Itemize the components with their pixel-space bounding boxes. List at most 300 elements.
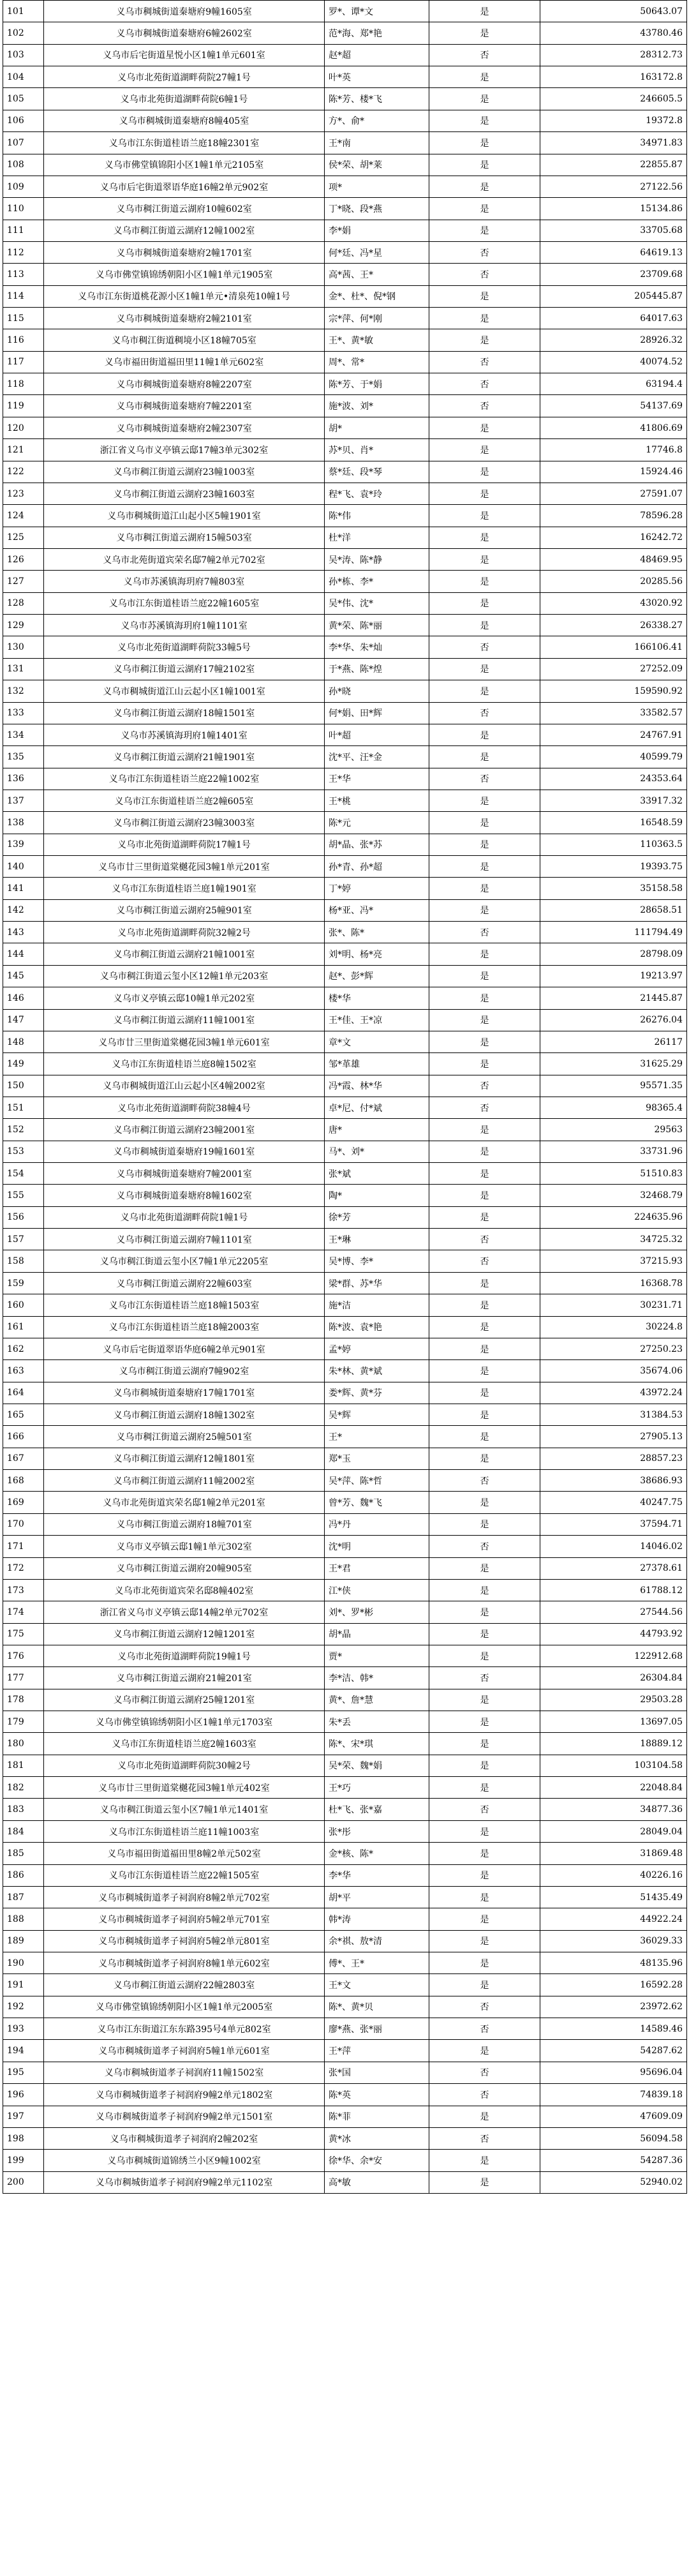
record-flag: 否 xyxy=(429,351,540,373)
record-address: 义乌市福田街道福田里8幢2单元502室 xyxy=(44,1843,325,1864)
record-amount: 16242.72 xyxy=(540,527,687,548)
record-amount: 27544.56 xyxy=(540,1601,687,1623)
record-number: 177 xyxy=(3,1667,44,1689)
record-amount: 21445.87 xyxy=(540,987,687,1009)
record-address: 义乌市北苑街道宾荣名邸7幢2单元702室 xyxy=(44,548,325,570)
table-row xyxy=(3,834,687,855)
table-row xyxy=(3,2062,687,2083)
table-row xyxy=(3,615,687,636)
record-flag: 是 xyxy=(429,856,540,878)
record-flag: 是 xyxy=(429,1031,540,1052)
record-amount: 16592.28 xyxy=(540,1974,687,1996)
record-flag: 是 xyxy=(429,1930,540,1952)
record-amount: 122912.68 xyxy=(540,1645,687,1666)
record-number: 178 xyxy=(3,1689,44,1711)
table-row xyxy=(3,2127,687,2149)
record-flag: 是 xyxy=(429,790,540,811)
record-owner-name: 邹*革雄 xyxy=(325,1053,429,1075)
records-table xyxy=(3,0,687,2194)
record-amount: 43972.24 xyxy=(540,1382,687,1404)
table-row xyxy=(3,1843,687,1864)
record-owner-name: 冯*霞、林*华 xyxy=(325,1075,429,1097)
record-owner-name: 孟*婷 xyxy=(325,1338,429,1359)
record-number: 103 xyxy=(3,44,44,66)
record-address: 义乌市稠江街道云湖府23幢1003室 xyxy=(44,461,325,483)
record-flag: 是 xyxy=(429,176,540,197)
record-owner-name: 胡*晶、张*苏 xyxy=(325,834,429,855)
table-row xyxy=(3,1755,687,1776)
record-amount: 54137.69 xyxy=(540,395,687,417)
record-number: 176 xyxy=(3,1645,44,1666)
record-flag: 否 xyxy=(429,922,540,943)
record-amount: 40226.16 xyxy=(540,1864,687,1886)
record-number: 101 xyxy=(3,1,44,22)
record-amount: 64619.13 xyxy=(540,241,687,263)
record-owner-name: 章*文 xyxy=(325,1031,429,1052)
record-address: 义乌市苏溪镇海玥府7幢803室 xyxy=(44,571,325,592)
record-flag: 是 xyxy=(429,1952,540,1973)
record-number: 120 xyxy=(3,417,44,438)
record-flag: 是 xyxy=(429,658,540,680)
records-table-body xyxy=(3,1,687,2194)
record-number: 108 xyxy=(3,154,44,176)
record-owner-name: 于*燕、陈*煌 xyxy=(325,658,429,680)
table-row xyxy=(3,22,687,44)
record-flag: 否 xyxy=(429,1996,540,2018)
table-row xyxy=(3,1492,687,1513)
record-flag: 是 xyxy=(429,1382,540,1404)
record-address: 义乌市江东街道桂语兰庭18幢2003室 xyxy=(44,1316,325,1338)
record-owner-name: 杜*洋 xyxy=(325,527,429,548)
table-row xyxy=(3,483,687,504)
record-flag: 是 xyxy=(429,505,540,527)
record-address: 义乌市稠江街道云湖府23幢3003室 xyxy=(44,812,325,834)
record-address: 义乌市北苑街道湖畔荷院32幢2号 xyxy=(44,922,325,943)
table-row xyxy=(3,2040,687,2062)
record-address: 义乌市稠城街道江山云起小区4幢2002室 xyxy=(44,1075,325,1097)
record-flag: 否 xyxy=(429,768,540,790)
record-address: 义乌市稠城街道孝子祠润府2幢202室 xyxy=(44,2127,325,2149)
record-flag: 否 xyxy=(429,241,540,263)
record-owner-name: 黄*冰 xyxy=(325,2127,429,2149)
record-owner-name: 王*巧 xyxy=(325,1777,429,1799)
record-address: 义乌市江东街道桂语兰庭22幢1002室 xyxy=(44,768,325,790)
table-row xyxy=(3,1360,687,1382)
record-owner-name: 杨*亚、冯* xyxy=(325,899,429,921)
table-row xyxy=(3,702,687,724)
table-row xyxy=(3,768,687,790)
record-number: 156 xyxy=(3,1206,44,1228)
record-number: 171 xyxy=(3,1536,44,1557)
record-address: 义乌市稠城街道孝子祠润府8幢1单元602室 xyxy=(44,1952,325,1973)
record-flag: 否 xyxy=(429,1229,540,1250)
record-address: 义乌市稠城街道秦塘府2幢1701室 xyxy=(44,241,325,263)
record-number: 172 xyxy=(3,1557,44,1579)
record-flag: 是 xyxy=(429,746,540,768)
record-owner-name: 张*、陈* xyxy=(325,922,429,943)
table-row xyxy=(3,1777,687,1799)
record-flag: 是 xyxy=(429,724,540,745)
table-row xyxy=(3,1536,687,1557)
record-owner-name: 杜*飞、张*嘉 xyxy=(325,1799,429,1820)
record-flag: 是 xyxy=(429,1316,540,1338)
table-row xyxy=(3,1645,687,1666)
record-number: 106 xyxy=(3,110,44,131)
record-address: 义乌市稠城街道孝子祠润府9幢2单元1501室 xyxy=(44,2106,325,2127)
record-amount: 27252.09 xyxy=(540,658,687,680)
record-amount: 166106.41 xyxy=(540,636,687,658)
record-address: 义乌市江东街道桂语兰庭11幢1003室 xyxy=(44,1820,325,1842)
record-number: 117 xyxy=(3,351,44,373)
record-number: 199 xyxy=(3,2150,44,2171)
record-amount: 43020.92 xyxy=(540,592,687,614)
record-flag: 是 xyxy=(429,220,540,241)
table-row xyxy=(3,329,687,351)
table-row xyxy=(3,1799,687,1820)
record-flag: 是 xyxy=(429,1843,540,1864)
record-address: 浙江省义乌市义亭镇云邸14幢2单元702室 xyxy=(44,1601,325,1623)
record-owner-name: 张*斌 xyxy=(325,1163,429,1185)
record-number: 102 xyxy=(3,22,44,44)
record-address: 义乌市北苑街道湖畔荷院38幢4号 xyxy=(44,1097,325,1118)
record-address: 义乌市廿三里街道棠樾花园3幢1单元402室 xyxy=(44,1777,325,1799)
record-number: 142 xyxy=(3,899,44,921)
record-amount: 22855.87 xyxy=(540,154,687,176)
record-owner-name: 方*、俞* xyxy=(325,110,429,131)
record-owner-name: 陈*伟 xyxy=(325,505,429,527)
record-amount: 224635.96 xyxy=(540,1206,687,1228)
record-number: 110 xyxy=(3,198,44,220)
table-row xyxy=(3,44,687,66)
record-amount: 40247.75 xyxy=(540,1492,687,1513)
record-address: 义乌市稠江街道云湖府11幢2002室 xyxy=(44,1470,325,1492)
record-amount: 41806.69 xyxy=(540,417,687,438)
record-owner-name: 吴*博、李* xyxy=(325,1250,429,1272)
record-number: 159 xyxy=(3,1272,44,1294)
record-address: 义乌市江东街道桂语兰庭2幢1603室 xyxy=(44,1733,325,1755)
record-number: 158 xyxy=(3,1250,44,1272)
record-owner-name: 江*侠 xyxy=(325,1579,429,1601)
record-flag: 是 xyxy=(429,615,540,636)
record-address: 义乌市稠江街道云湖府12幢1002室 xyxy=(44,220,325,241)
record-number: 169 xyxy=(3,1492,44,1513)
record-address: 义乌市稠城街道孝子祠润府5幢2单元801室 xyxy=(44,1930,325,1952)
record-address: 义乌市稠江街道云湖府7幢902室 xyxy=(44,1360,325,1382)
record-address: 义乌市稠江街道云湖府18幢1501室 xyxy=(44,702,325,724)
record-number: 154 xyxy=(3,1163,44,1185)
record-flag: 是 xyxy=(429,1623,540,1645)
record-amount: 34725.32 xyxy=(540,1229,687,1250)
record-owner-name: 王*桃 xyxy=(325,790,429,811)
record-owner-name: 韩*涛 xyxy=(325,1908,429,1930)
record-amount: 31869.48 xyxy=(540,1843,687,1864)
record-address: 义乌市稠江街道云玺小区7幢1单元2205室 xyxy=(44,1250,325,1272)
record-number: 166 xyxy=(3,1426,44,1448)
record-address: 义乌市佛堂镇锦阳小区1幢1单元2105室 xyxy=(44,154,325,176)
record-number: 111 xyxy=(3,220,44,241)
record-address: 义乌市后宅街道翠语华庭6幢2单元901室 xyxy=(44,1338,325,1359)
record-number: 162 xyxy=(3,1338,44,1359)
record-flag: 否 xyxy=(429,1667,540,1689)
record-address: 义乌市北苑街道湖畔荷院19幢1号 xyxy=(44,1645,325,1666)
record-flag: 否 xyxy=(429,1470,540,1492)
record-owner-name: 施*波、刘* xyxy=(325,395,429,417)
table-row xyxy=(3,308,687,329)
record-address: 义乌市稠城街道秦塘府2幢2307室 xyxy=(44,417,325,438)
record-flag: 否 xyxy=(429,1799,540,1820)
record-address: 义乌市稠江街道云湖府23幢1603室 xyxy=(44,483,325,504)
table-row xyxy=(3,1141,687,1162)
table-row xyxy=(3,1601,687,1623)
record-owner-name: 王*佳、王*凉 xyxy=(325,1009,429,1031)
table-row xyxy=(3,2106,687,2127)
record-owner-name: 叶*超 xyxy=(325,724,429,745)
table-row xyxy=(3,724,687,745)
record-number: 151 xyxy=(3,1097,44,1118)
record-number: 153 xyxy=(3,1141,44,1162)
record-owner-name: 梁*群、苏*华 xyxy=(325,1272,429,1294)
record-owner-name: 刘*明、杨*亮 xyxy=(325,943,429,965)
record-flag: 是 xyxy=(429,1733,540,1755)
table-row xyxy=(3,176,687,197)
record-address: 义乌市稠城街道秦塘府2幢2101室 xyxy=(44,308,325,329)
record-address: 义乌市义亭镇云邸1幢1单元302室 xyxy=(44,1536,325,1557)
table-row xyxy=(3,1316,687,1338)
record-number: 143 xyxy=(3,922,44,943)
table-row xyxy=(3,878,687,899)
record-flag: 是 xyxy=(429,548,540,570)
record-flag: 是 xyxy=(429,1974,540,1996)
record-number: 109 xyxy=(3,176,44,197)
record-owner-name: 娄*辉、黄*芬 xyxy=(325,1382,429,1404)
table-row xyxy=(3,220,687,241)
record-address: 义乌市稠城街道孝子祠润府5幢2单元701室 xyxy=(44,1908,325,1930)
record-flag: 是 xyxy=(429,461,540,483)
record-amount: 26117 xyxy=(540,1031,687,1052)
record-amount: 27378.61 xyxy=(540,1557,687,1579)
table-row xyxy=(3,1733,687,1755)
record-number: 187 xyxy=(3,1886,44,1908)
record-amount: 64017.63 xyxy=(540,308,687,329)
record-owner-name: 高*敏 xyxy=(325,2171,429,2193)
record-amount: 33731.96 xyxy=(540,1141,687,1162)
record-address: 义乌市稠江街道云湖府7幢1101室 xyxy=(44,1229,325,1250)
record-number: 125 xyxy=(3,527,44,548)
record-amount: 40074.52 xyxy=(540,351,687,373)
record-flag: 是 xyxy=(429,680,540,702)
record-address: 义乌市稠江街道云湖府17幢2102室 xyxy=(44,658,325,680)
record-flag: 否 xyxy=(429,264,540,285)
record-number: 198 xyxy=(3,2127,44,2149)
record-address: 义乌市稠江街道云湖府20幢905室 xyxy=(44,1557,325,1579)
record-flag: 是 xyxy=(429,899,540,921)
record-address: 义乌市北苑街道宾荣名邸1幢2单元201室 xyxy=(44,1492,325,1513)
record-amount: 27122.56 xyxy=(540,176,687,197)
record-owner-name: 沈*平、汪*金 xyxy=(325,746,429,768)
record-owner-name: 王* xyxy=(325,1426,429,1448)
record-flag: 否 xyxy=(429,702,540,724)
record-number: 195 xyxy=(3,2062,44,2083)
record-amount: 44922.24 xyxy=(540,1908,687,1930)
record-flag: 是 xyxy=(429,1689,540,1711)
record-number: 164 xyxy=(3,1382,44,1404)
record-owner-name: 唐* xyxy=(325,1119,429,1141)
record-address: 义乌市廿三里街道棠樾花园3幢1单元601室 xyxy=(44,1031,325,1052)
record-owner-name: 陈*芳、楼*飞 xyxy=(325,88,429,110)
record-address: 义乌市佛堂镇锦绣朝阳小区1幢1单元2005室 xyxy=(44,1996,325,2018)
record-owner-name: 侯*荣、胡*莱 xyxy=(325,154,429,176)
record-number: 137 xyxy=(3,790,44,811)
table-row xyxy=(3,1294,687,1316)
record-number: 197 xyxy=(3,2106,44,2127)
record-number: 161 xyxy=(3,1316,44,1338)
record-amount: 246605.5 xyxy=(540,88,687,110)
record-amount: 98365.4 xyxy=(540,1097,687,1118)
record-amount: 23972.62 xyxy=(540,1996,687,2018)
record-address: 义乌市稠城街道秦塘府17幢1701室 xyxy=(44,1382,325,1404)
record-owner-name: 李*洁、韩* xyxy=(325,1667,429,1689)
record-owner-name: 施*洁 xyxy=(325,1294,429,1316)
table-row xyxy=(3,1579,687,1601)
record-address: 义乌市江东街道桂语兰庭8幢1502室 xyxy=(44,1053,325,1075)
record-number: 141 xyxy=(3,878,44,899)
table-row xyxy=(3,1667,687,1689)
record-number: 192 xyxy=(3,1996,44,2018)
record-amount: 29503.28 xyxy=(540,1689,687,1711)
record-flag: 否 xyxy=(429,373,540,395)
table-row xyxy=(3,1229,687,1250)
record-number: 124 xyxy=(3,505,44,527)
record-number: 148 xyxy=(3,1031,44,1052)
record-number: 123 xyxy=(3,483,44,504)
record-amount: 15134.86 xyxy=(540,198,687,220)
record-address: 义乌市稠江街道云湖府10幢602室 xyxy=(44,198,325,220)
table-row xyxy=(3,373,687,395)
record-amount: 33917.32 xyxy=(540,790,687,811)
record-flag: 是 xyxy=(429,1908,540,1930)
record-flag: 是 xyxy=(429,1338,540,1359)
record-owner-name: 胡* xyxy=(325,417,429,438)
table-row xyxy=(3,505,687,527)
table-row xyxy=(3,1996,687,2018)
record-address: 义乌市稠城街道秦塘府7幢2201室 xyxy=(44,395,325,417)
table-row xyxy=(3,285,687,307)
record-number: 104 xyxy=(3,66,44,88)
record-amount: 111794.49 xyxy=(540,922,687,943)
table-row xyxy=(3,395,687,417)
record-amount: 30224.8 xyxy=(540,1316,687,1338)
record-address: 义乌市稠江街道云湖府21幢1001室 xyxy=(44,943,325,965)
table-row xyxy=(3,746,687,768)
record-flag: 是 xyxy=(429,285,540,307)
record-amount: 37594.71 xyxy=(540,1513,687,1535)
record-amount: 28658.51 xyxy=(540,899,687,921)
record-owner-name: 陈*、宋*琪 xyxy=(325,1733,429,1755)
record-flag: 是 xyxy=(429,110,540,131)
record-number: 165 xyxy=(3,1404,44,1426)
record-address: 义乌市稠城街道孝子祠润府8幢2单元702室 xyxy=(44,1886,325,1908)
record-address: 义乌市稠江街道云湖府12幢1201室 xyxy=(44,1623,325,1645)
record-number: 105 xyxy=(3,88,44,110)
record-owner-name: 廖*燕、张*丽 xyxy=(325,2018,429,2040)
table-row xyxy=(3,439,687,461)
record-amount: 18889.12 xyxy=(540,1733,687,1755)
table-row xyxy=(3,1689,687,1711)
record-owner-name: 陈*波、袁*艳 xyxy=(325,1316,429,1338)
record-amount: 78596.28 xyxy=(540,505,687,527)
record-amount: 27250.23 xyxy=(540,1338,687,1359)
record-owner-name: 赵*超 xyxy=(325,44,429,66)
record-flag: 是 xyxy=(429,1294,540,1316)
record-number: 126 xyxy=(3,548,44,570)
table-row xyxy=(3,1119,687,1141)
record-owner-name: 沈*明 xyxy=(325,1536,429,1557)
record-owner-name: 苏*贝、肖* xyxy=(325,439,429,461)
record-number: 173 xyxy=(3,1579,44,1601)
record-address: 义乌市廿三里街道棠樾花园3幢1单元201室 xyxy=(44,856,325,878)
record-amount: 23709.68 xyxy=(540,264,687,285)
record-owner-name: 黄*荣、陈*丽 xyxy=(325,615,429,636)
record-flag: 是 xyxy=(429,834,540,855)
record-owner-name: 卓*尼、付*斌 xyxy=(325,1097,429,1118)
table-row xyxy=(3,1097,687,1118)
record-address: 义乌市稠城街道孝子祠润府5幢1单元601室 xyxy=(44,2040,325,2062)
table-row xyxy=(3,198,687,220)
record-address: 义乌市后宅街道翠语华庭16幢2单元902室 xyxy=(44,176,325,197)
record-amount: 28926.32 xyxy=(540,329,687,351)
record-amount: 28312.73 xyxy=(540,44,687,66)
record-number: 144 xyxy=(3,943,44,965)
record-owner-name: 叶*英 xyxy=(325,66,429,88)
record-amount: 35158.58 xyxy=(540,878,687,899)
record-flag: 是 xyxy=(429,2150,540,2171)
record-number: 168 xyxy=(3,1470,44,1492)
record-owner-name: 余*祺、敖*清 xyxy=(325,1930,429,1952)
record-flag: 是 xyxy=(429,1755,540,1776)
record-address: 义乌市北苑街道湖畔荷院1幢1号 xyxy=(44,1206,325,1228)
record-address: 义乌市稠江街道云湖府23幢2001室 xyxy=(44,1119,325,1141)
record-number: 107 xyxy=(3,132,44,154)
record-address: 义乌市江东街道桂语兰庭1幢1901室 xyxy=(44,878,325,899)
record-amount: 44793.92 xyxy=(540,1623,687,1645)
table-row xyxy=(3,1338,687,1359)
record-owner-name: 程*飞、袁*玲 xyxy=(325,483,429,504)
record-owner-name: 李*华、朱*灿 xyxy=(325,636,429,658)
record-owner-name: 孙*青、孙*超 xyxy=(325,856,429,878)
record-amount: 50643.07 xyxy=(540,1,687,22)
record-address: 义乌市后宅街道星悦小区1幢1单元601室 xyxy=(44,44,325,66)
record-amount: 26276.04 xyxy=(540,1009,687,1031)
record-amount: 27591.07 xyxy=(540,483,687,504)
record-flag: 否 xyxy=(429,1097,540,1118)
record-address: 义乌市稠城街道江山云起小区1幢1001室 xyxy=(44,680,325,702)
record-number: 155 xyxy=(3,1185,44,1206)
table-row xyxy=(3,1075,687,1097)
record-address: 义乌市稠城街道秦塘府9幢1605室 xyxy=(44,1,325,22)
record-number: 194 xyxy=(3,2040,44,2062)
record-number: 118 xyxy=(3,373,44,395)
record-address: 义乌市稠城街道秦塘府8幢405室 xyxy=(44,110,325,131)
table-row xyxy=(3,680,687,702)
record-number: 122 xyxy=(3,461,44,483)
table-row xyxy=(3,351,687,373)
record-flag: 是 xyxy=(429,527,540,548)
record-number: 115 xyxy=(3,308,44,329)
table-row xyxy=(3,1470,687,1492)
record-flag: 否 xyxy=(429,395,540,417)
table-row xyxy=(3,1448,687,1469)
record-number: 127 xyxy=(3,571,44,592)
